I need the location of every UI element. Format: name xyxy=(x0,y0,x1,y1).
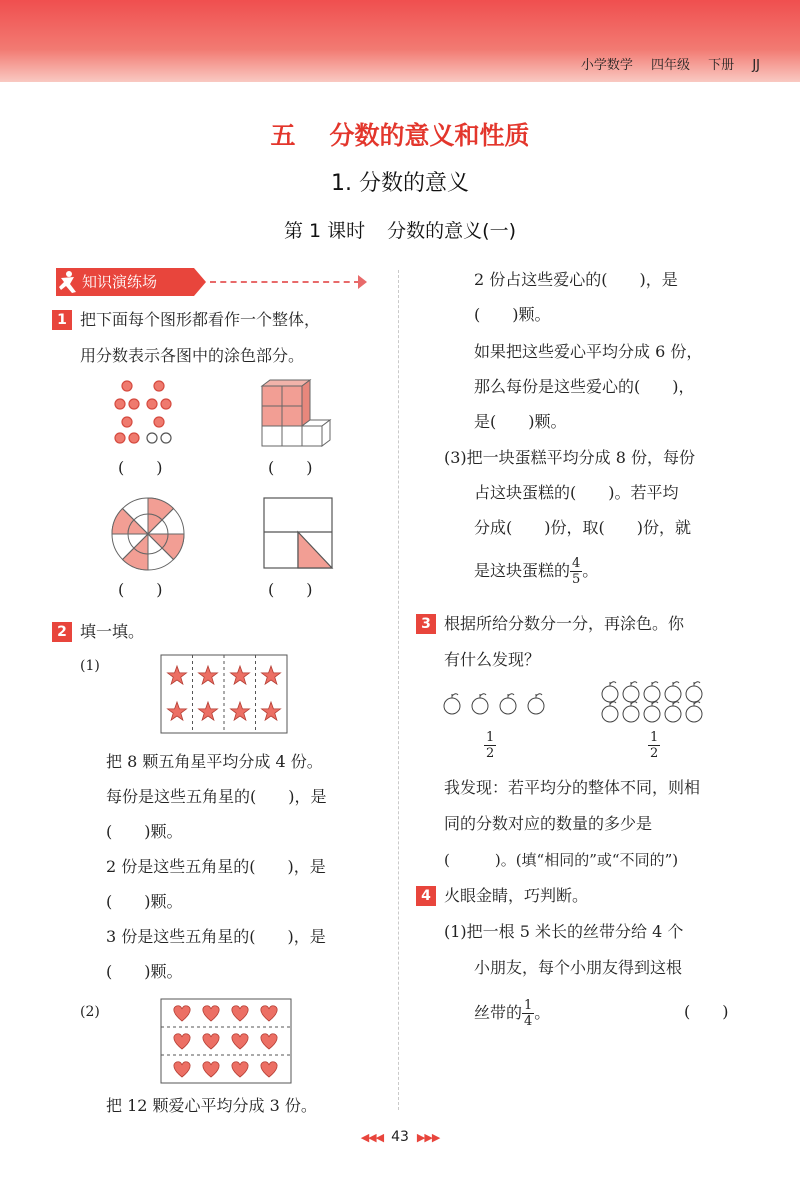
q4-last-line xyxy=(474,996,550,1030)
q2-p1-line: 2 份是这些五角星的( )，是 xyxy=(106,857,326,876)
book-edition: JJ xyxy=(752,58,760,73)
q3-fraction-a xyxy=(484,730,496,761)
unit-name: 分数的意义和性质 xyxy=(329,121,530,150)
fraction-numerator: 1 xyxy=(486,730,495,745)
hearts-figure xyxy=(160,998,292,1084)
fraction-numerator: 1 xyxy=(650,730,659,745)
q1-text-line2: 用分数表示各图中的涂色部分。 xyxy=(80,346,305,365)
lesson-number: 第 1 课时 xyxy=(284,220,366,242)
p3-line: 占这块蛋糕的( )。若平均 xyxy=(474,483,679,502)
right-line: 那么每份是这些爱心的( )， xyxy=(474,377,695,396)
fraction-numerator: 4 xyxy=(572,556,581,571)
banner-dashes xyxy=(210,281,360,283)
q3-find-line: 我发现：若平均分的整体不同，则相 xyxy=(444,778,701,797)
unit-title xyxy=(0,116,800,152)
fraction xyxy=(570,556,582,587)
q2-part1-label: (1) xyxy=(80,658,100,674)
q2-p1-line: ( )颗。 xyxy=(106,892,183,911)
stars-figure xyxy=(160,654,288,734)
section-title: 1. 分数的意义 xyxy=(331,171,469,196)
fraction-denominator: 4 xyxy=(524,1014,533,1029)
q4-end: 。 xyxy=(534,1003,551,1022)
q3-find-line: ( )。(填“相同的”或“不同的”) xyxy=(444,851,679,869)
fraction-denominator: 2 xyxy=(650,746,659,761)
q2-p1-line: ( )颗。 xyxy=(106,962,183,981)
page-footer xyxy=(0,1129,800,1145)
right-line: 是( )颗。 xyxy=(474,412,567,431)
q2-p1-line: 把 8 颗五角星平均分成 4 份。 xyxy=(106,752,323,771)
q2-title: 填一填。 xyxy=(80,622,145,641)
unit-number: 五 xyxy=(270,121,296,150)
q2-p1-line: 3 份是这些五角星的( )，是 xyxy=(106,927,326,946)
q3-number: 3 xyxy=(416,614,436,634)
p3-line: (3)把一块蛋糕平均分成 8 份，每份 xyxy=(444,448,696,467)
banner-label: 知识演练场 xyxy=(82,273,158,291)
q2-part2-label: (2) xyxy=(80,1004,100,1020)
p3-end: 。 xyxy=(582,561,599,580)
q2-p1-line: ( )颗。 xyxy=(106,822,183,841)
dots-figure xyxy=(112,378,184,448)
fraction-denominator: 2 xyxy=(486,746,495,761)
q1-answer-blank[interactable]: ( ) xyxy=(268,458,313,477)
q2-p1-line: 每份是这些五角星的( )，是 xyxy=(106,787,327,806)
fraction-denominator: 5 xyxy=(572,572,581,587)
q3-find-line: 同的分数对应的数量的多少是 xyxy=(444,814,653,833)
q1-answer-blank[interactable]: ( ) xyxy=(118,580,163,599)
q1-number: 1 xyxy=(52,310,72,330)
q4-title: 火眼金睛，巧判断。 xyxy=(444,886,589,905)
book-volume: 下册 xyxy=(708,58,735,73)
fraction xyxy=(522,998,534,1029)
right-line: 如果把这些爱心平均分成 6 份， xyxy=(474,342,703,361)
q1-answer-blank[interactable]: ( ) xyxy=(268,580,313,599)
q4-line: (1)把一根 5 米长的丝带分给 4 个 xyxy=(444,922,684,941)
circle-figure xyxy=(108,494,188,574)
cubes-figure xyxy=(256,378,336,448)
right-line: 2 份占这些爱心的( )，是 xyxy=(474,270,678,289)
right-line: ( )颗。 xyxy=(474,305,551,324)
column-divider xyxy=(398,270,399,1110)
book-info xyxy=(567,54,760,73)
q3-text-line2: 有什么发现？ xyxy=(444,650,541,669)
p3-line: 分成( )份，取( )份，就 xyxy=(474,518,691,537)
q2-p2-line: 把 12 颗爱心平均分成 3 份。 xyxy=(106,1096,317,1115)
p3-last-line xyxy=(474,554,598,588)
square-figure xyxy=(262,496,336,572)
p3-last-text: 是这块蛋糕的 xyxy=(474,561,571,580)
q1-answer-blank[interactable]: ( ) xyxy=(118,458,163,477)
q1-text-line1: 把下面每个图形都看作一个整体， xyxy=(80,310,321,329)
lesson-title xyxy=(0,216,800,243)
right-arrows-icon: ▶▶▶ xyxy=(416,1131,440,1144)
book-subject: 小学数学 xyxy=(580,58,633,73)
q3-fraction-b xyxy=(648,730,660,761)
q4-number: 4 xyxy=(416,886,436,906)
q2-number: 2 xyxy=(52,622,72,642)
apples-4-figure xyxy=(440,688,556,722)
q3-text-line1: 根据所给分数分一分，再涂色。你 xyxy=(444,614,685,633)
lesson-name: 分数的意义(一) xyxy=(387,220,516,242)
book-grade: 四年级 xyxy=(651,58,691,73)
page-number: 43 xyxy=(391,1129,409,1145)
q4-judge-blank[interactable]: ( ) xyxy=(684,1002,729,1021)
q4-line: 小朋友，每个小朋友得到这根 xyxy=(474,958,683,977)
fraction-numerator: 1 xyxy=(524,998,533,1013)
q4-last-text: 丝带的 xyxy=(474,1003,523,1022)
banner-arrow-icon xyxy=(358,275,367,289)
apples-10-figure xyxy=(596,680,716,726)
left-arrows-icon: ◀◀◀ xyxy=(360,1131,384,1144)
